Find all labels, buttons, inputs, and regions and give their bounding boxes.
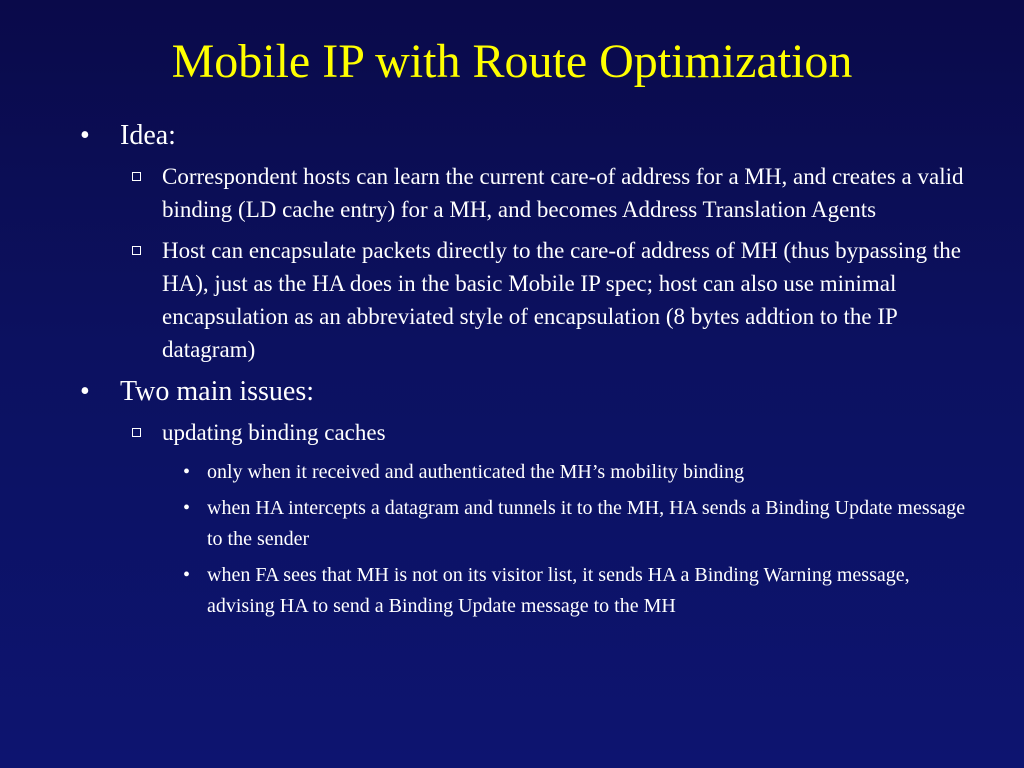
bullet-dot-icon: • xyxy=(80,120,90,151)
sub-bullet-updating-binding-caches xyxy=(80,416,970,449)
bullet-idea xyxy=(80,118,970,154)
bullet-text: Idea: xyxy=(120,120,176,151)
slide-title: Mobile IP with Route Optimization xyxy=(171,35,853,88)
sub-bullet-host-encapsulate xyxy=(80,234,970,366)
slide-content xyxy=(80,118,970,627)
bullet-dot-icon: • xyxy=(80,376,90,407)
sub-bullet-correspondent-hosts xyxy=(80,160,970,226)
sub-sub-bullet-fa-sees xyxy=(80,560,970,622)
sub-sub-bullet-authenticated xyxy=(80,457,970,488)
hollow-square-bullet-icon xyxy=(132,172,141,181)
bullet-dot-icon: • xyxy=(183,497,191,519)
sub-sub-bullet-text: when FA sees that MH is not on its visitor list, it sends HA a Binding Warning message, advising HA to send a Binding Update message to the MH xyxy=(207,564,910,617)
sub-sub-bullet-text: when HA intercepts a datagram and tunnels it to the MH, HA sends a Binding Update message to the sender xyxy=(207,497,966,550)
sub-sub-bullet-ha-intercepts xyxy=(80,493,970,555)
bullet-text: Two main issues: xyxy=(120,376,315,407)
bullet-two-main-issues xyxy=(80,374,970,410)
sub-bullet-text: updating binding caches xyxy=(162,420,386,445)
bullet-dot-icon: • xyxy=(183,564,191,586)
hollow-square-bullet-icon xyxy=(132,246,141,255)
bullet-dot-icon: • xyxy=(183,461,191,483)
sub-bullet-text: Correspondent hosts can learn the current care-of address for a MH, and creates a valid binding (LD cache entry) for a MH, and becomes Address Translation Agents xyxy=(162,164,964,222)
hollow-square-bullet-icon xyxy=(132,428,141,437)
sub-sub-bullet-text: only when it received and authenticated the MH’s mobility binding xyxy=(207,461,745,483)
sub-bullet-text: Host can encapsulate packets directly to the care-of address of MH (thus bypassing the HA), just as the HA does in the basic Mobile IP spec; host can also use minimal encapsulation as an abbreviated style of encapsulation (8 bytes addtion to the IP datagram) xyxy=(162,238,961,362)
